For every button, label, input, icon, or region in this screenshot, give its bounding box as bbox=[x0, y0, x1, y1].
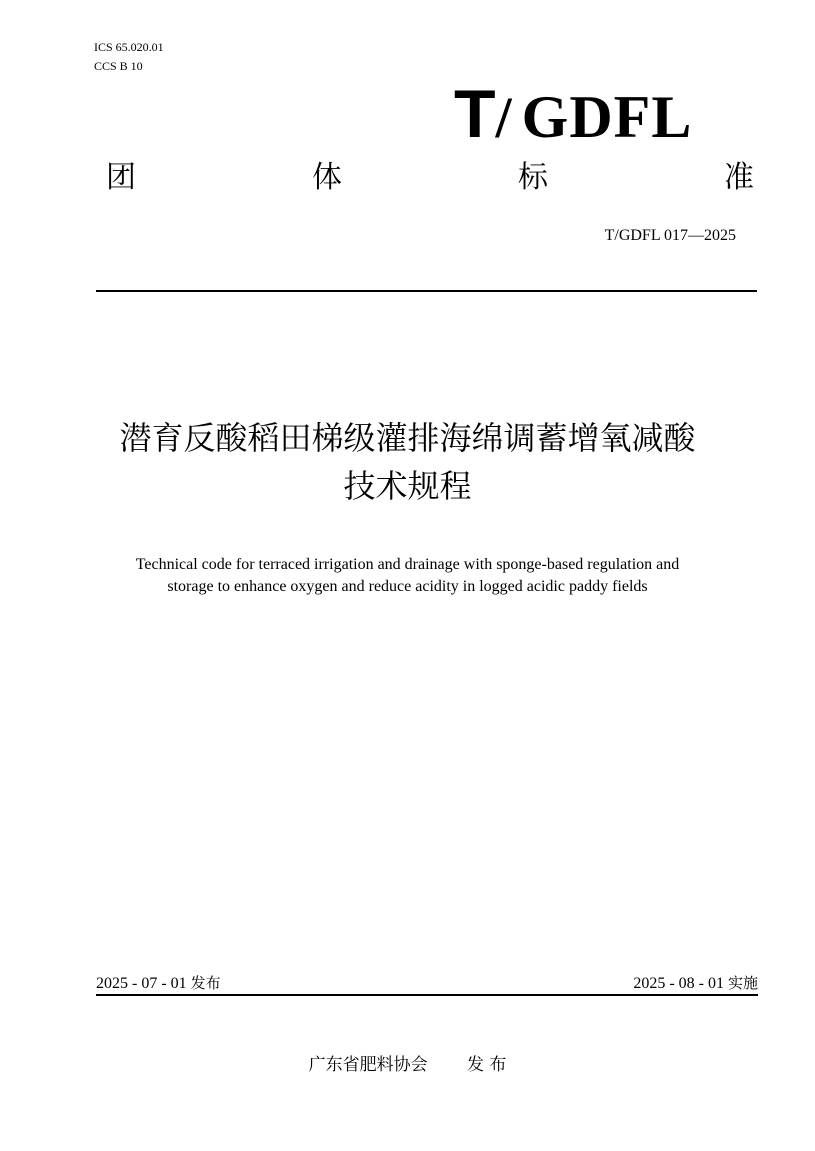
standard-logo bbox=[454, 78, 692, 150]
bottom-divider bbox=[96, 994, 758, 996]
implementation-date-value: 2025 - 08 - 01 bbox=[633, 975, 724, 992]
title-english bbox=[60, 554, 755, 598]
logo-org: GDFL bbox=[521, 84, 693, 150]
standard-type bbox=[106, 158, 754, 198]
publisher-action: 发 布 bbox=[467, 1055, 507, 1075]
title-english-line-2: storage to enhance oxygen and reduce acidity in logged acidic paddy fields bbox=[167, 578, 648, 595]
standard-type-char: 标 bbox=[518, 160, 548, 195]
title-english-line-1: Technical code for terraced irrigation and drainage with sponge-based regulation and bbox=[135, 556, 680, 573]
logo-slash: / bbox=[495, 85, 512, 150]
standard-number: T/GDFL 017—2025 bbox=[604, 227, 736, 244]
top-divider bbox=[96, 290, 757, 292]
publisher-name: 广东省肥料协会 bbox=[308, 1055, 428, 1075]
implementation-date-label: 实施 bbox=[727, 974, 758, 992]
publisher bbox=[0, 1054, 815, 1076]
ccs-code: CCS B 10 bbox=[94, 59, 143, 73]
standard-type-char: 团 bbox=[106, 160, 136, 195]
title-chinese-line-2: 技术规程 bbox=[343, 467, 472, 505]
logo-t: T bbox=[454, 76, 496, 152]
ics-code: ICS 65.020.01 bbox=[94, 40, 164, 54]
title-chinese-line-1: 潜育反酸稻田梯级灌排海绵调蓄增氧减酸 bbox=[119, 419, 696, 457]
standard-type-char: 准 bbox=[724, 160, 754, 195]
issue-date-label: 发布 bbox=[190, 974, 221, 992]
issue-date bbox=[96, 973, 221, 994]
standard-type-char: 体 bbox=[312, 160, 342, 195]
implementation-date bbox=[520, 973, 758, 994]
issue-date-value: 2025 - 07 - 01 bbox=[96, 975, 187, 992]
title-chinese bbox=[40, 414, 775, 510]
